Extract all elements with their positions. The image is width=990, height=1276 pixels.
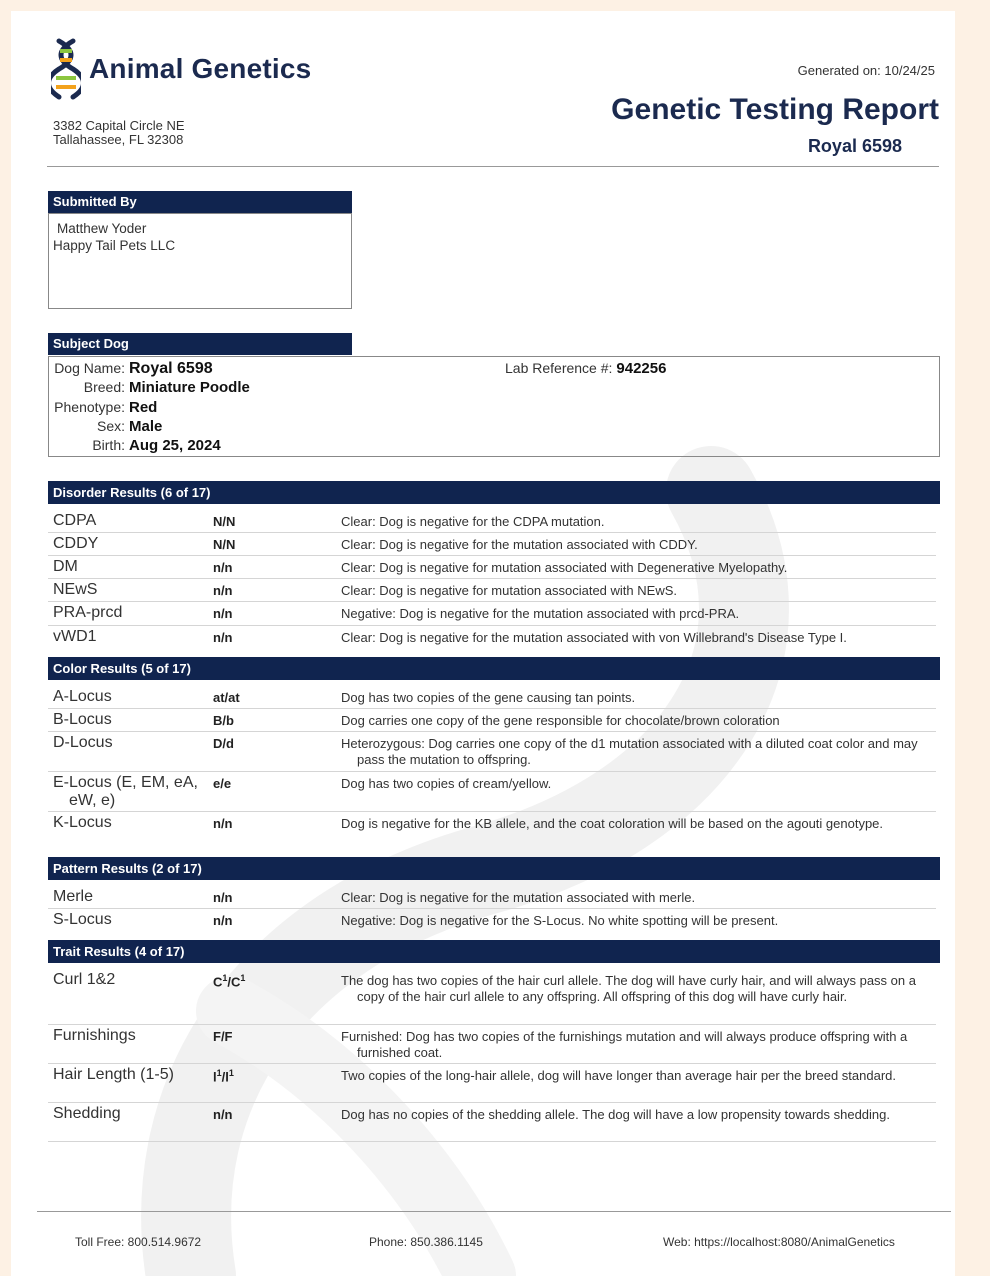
- table-row: Shedding n/n Dog has no copies of the shedding allele. The dog will have a low propensity towards shedding.: [48, 1102, 936, 1142]
- submitted-by-body: [48, 213, 352, 309]
- pattern-results-heading: Pattern Results (2 of 17): [48, 857, 940, 880]
- generated-date: Generated on: 10/24/25: [797, 63, 935, 78]
- logo-text: Animal Genetics: [89, 53, 312, 84]
- color-results-heading: Color Results (5 of 17): [48, 657, 940, 680]
- table-row: A-Locus at/at Dog has two copies of the gene causing tan points.: [48, 685, 936, 709]
- table-row: Merle n/n Clear: Dog is negative for the mutation associated with merle.: [48, 885, 936, 909]
- report-title: Genetic Testing Report: [611, 93, 939, 126]
- table-row: vWD1 n/n Clear: Dog is negative for the mutation associated with von Willebrand's Disease Type I.: [53, 628, 847, 645]
- field-lab-reference: Lab Reference #: 942256: [505, 360, 667, 377]
- address-line1: 3382 Capital Circle NE: [53, 118, 185, 133]
- address-line2: Tallahassee, FL 32308: [53, 132, 184, 147]
- disorder-results-heading: Disorder Results (6 of 17): [48, 481, 940, 504]
- field-sex: Sex: Male: [96, 418, 163, 435]
- table-row: E-Locus (E, EM, eA, eW, e) e/e Dog has two copies of cream/yellow.: [48, 771, 936, 812]
- subject-dog-box: [48, 356, 940, 457]
- table-row: DM n/n Clear: Dog is negative for mutation associated with Degenerative Myelopathy.: [48, 555, 936, 579]
- submitter-company: Happy Tail Pets LLC: [53, 238, 176, 253]
- submitter-name: Matthew Yoder: [57, 221, 147, 236]
- table-row: D-Locus D/d Heterozygous: Dog carries one copy of the d1 mutation associated with a diluted coat color and may pass the mutation to offspring.: [48, 731, 936, 772]
- footer-phone: Phone: 850.386.1145: [369, 1235, 483, 1249]
- trait-results-heading: Trait Results (4 of 17): [48, 940, 940, 963]
- table-row: Hair Length (1-5) $l^1/l^1$ Two copies of the long-hair allele, dog will have longer than average hair per the breed standard.: [48, 1063, 936, 1103]
- logo[interactable]: [51, 38, 311, 100]
- table-row: Furnishings F/F Furnished: Dog has two copies of the furnishings mutation and will always produce offspring with a furnished coat.: [48, 1024, 936, 1064]
- footer-divider: [37, 1211, 951, 1212]
- header-divider: [47, 166, 939, 167]
- table-row: CDPA N/N Clear: Dog is negative for the CDPA mutation.: [48, 509, 936, 533]
- table-row: PRA-prcd n/n Negative: Dog is negative for the mutation associated with prcd-PRA.: [48, 601, 936, 626]
- field-breed: Breed: Miniature Poodle: [83, 379, 250, 396]
- footer-web-link[interactable]: Web: https://localhost:8080/AnimalGenetics: [663, 1235, 895, 1249]
- subject-dog-heading: Subject Dog: [48, 333, 352, 355]
- dna-logo-icon: [51, 38, 81, 100]
- table-row: NEwS n/n Clear: Dog is negative for mutation associated with NEwS.: [48, 578, 936, 602]
- submitted-by-box: [48, 191, 352, 309]
- table-row: CDDY N/N Clear: Dog is negative for the mutation associated with CDDY.: [48, 532, 936, 556]
- footer-toll-free: Toll Free: 800.514.9672: [75, 1235, 202, 1249]
- report-subtitle: Royal 6598: [807, 136, 902, 156]
- field-phenotype: Phenotype: Red: [54, 399, 158, 416]
- table-row: S-Locus n/n Negative: Dog is negative for the S-Locus. No white spotting will be present.: [53, 911, 779, 928]
- field-birth: Birth: Aug 25, 2024: [92, 437, 221, 454]
- genotype-hair-length: $l^1/l^1$: [213, 1068, 234, 1085]
- field-dog-name: Dog Name: Royal 6598: [54, 360, 213, 377]
- subject-dog-heading-box: [48, 333, 352, 355]
- table-row: B-Locus B/b Dog carries one copy of the gene responsible for chocolate/brown coloration: [48, 708, 936, 732]
- table-row: Curl 1&2 $C^1/C^1$ The dog has two copies of the hair curl allele. The dog will have curly hair, and will always pass on a copy of the hair curl allele to any offspring. All offspring of this dog will have curly hair.: [48, 968, 936, 1025]
- company-address: [53, 119, 185, 147]
- genotype-curl: $C^1/C^1$: [213, 973, 246, 990]
- table-row: K-Locus n/n Dog is negative for the KB allele, and the coat coloration will be based on the agouti genotype.: [53, 814, 884, 831]
- submitted-by-heading: Submitted By: [48, 191, 352, 213]
- report-page: [11, 11, 955, 1276]
